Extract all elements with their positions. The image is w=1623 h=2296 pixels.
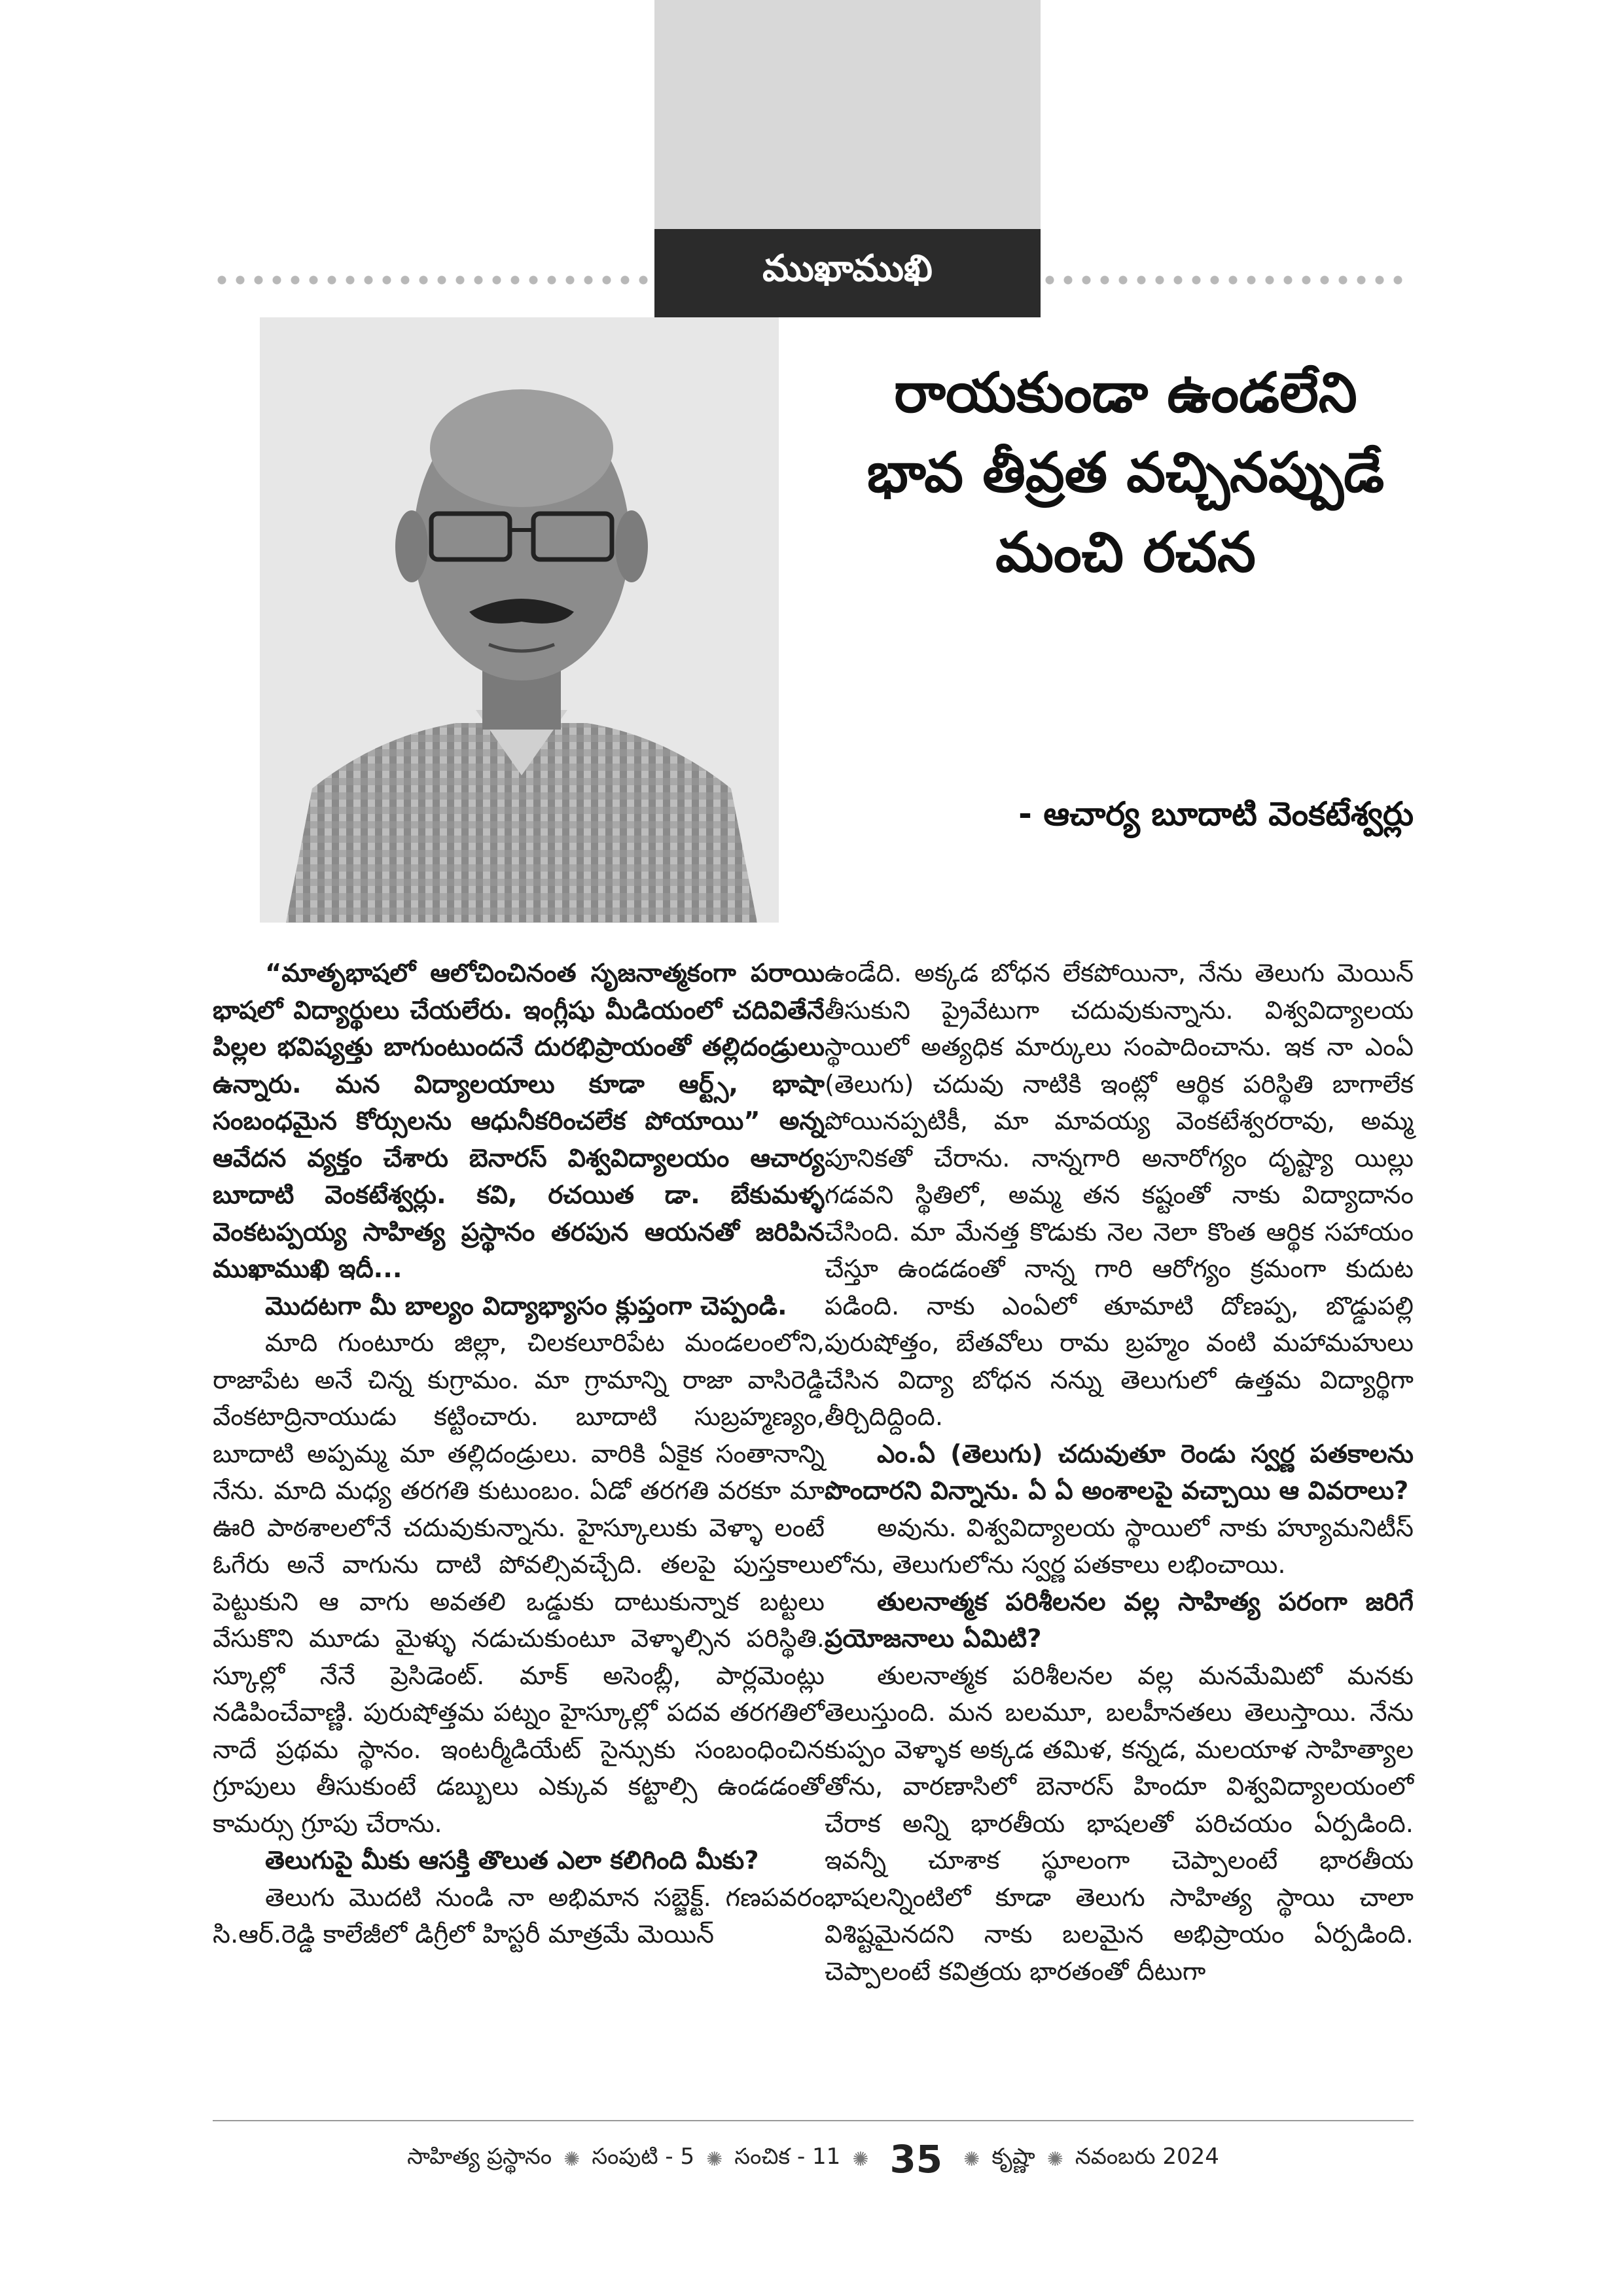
header-grey-tab bbox=[654, 0, 1041, 229]
separator-icon: ✺ bbox=[1046, 2147, 1063, 2171]
title-line-1: రాయకుండా ఉండలేని bbox=[894, 361, 1357, 425]
footer-issue: సంచిక - 11 bbox=[734, 2144, 841, 2170]
separator-icon: ✺ bbox=[563, 2147, 580, 2171]
footer-date: నవంబరు 2024 bbox=[1075, 2144, 1219, 2170]
author-photo bbox=[260, 317, 779, 923]
question-paragraph: మొదటగా మీ బాల్యం విద్యాభ్యాసం క్లుప్తంగా చెప్పండి. bbox=[265, 1291, 787, 1321]
footer-journal: సాహిత్య ప్రస్థానం bbox=[407, 2144, 552, 2170]
answer-paragraph: తెలుగు మొదటి నుండి నా అభిమాన సబ్జెక్ట్. గణపవరం సి.ఆర్.రెడ్డి కాలేజీలో డిగ్రీలో హిస్టరీ మాత్రమే మెయిన్ bbox=[213, 1882, 825, 1949]
intro-paragraph: “మాతృభాషలో ఆలోచించినంత సృజనాత్మకంగా పరాయి భాషలో విద్యార్థులు చేయలేరు. ఇంగ్లీషు మీడియంలో చదివితేనే పిల్లల భవిష్యత్తు బాగుంటుందనే దురభిప్రాయంతో తల్లిదండ్రులు ఉన్నారు. మన విద్యాలయాలు కూడా ఆర్ట్స్, భాషా సంబంధమైన కోర్సులను ఆధునీకరించలేక పోయాయి” అన్న ఆవేదన వ్యక్తం చేశారు బెనారస్ విశ్వవిద్యాలయం ఆచార్య బూదాటి వెంకటేశ్వర్లు. కవి, రచయిత డా. బేకుమళ్ళ వెంకటప్పయ్య సాహిత్య ప్రస్థానం తరపున ఆయనతో జరిపిన ముఖాముఖి ఇదీ... bbox=[213, 959, 825, 1284]
page-footer bbox=[213, 2130, 1414, 2189]
left-column bbox=[213, 955, 825, 1954]
dotted-rule-right bbox=[1041, 274, 1407, 287]
page-number: 35 bbox=[889, 2137, 943, 2181]
question-paragraph: తులనాత్మక పరిశీలనల వల్ల సాహిత్య పరంగా జరిగే ప్రయోజనాలు ఏమిటి? bbox=[825, 1587, 1414, 1653]
section-label: ముఖాముఖి bbox=[654, 229, 1041, 317]
title-line-3: మంచి రచన bbox=[995, 520, 1256, 584]
title-line-2: భావ తీవ్రత వచ్చినప్పుడే bbox=[866, 440, 1385, 504]
dotted-rule-left bbox=[213, 274, 651, 287]
right-column bbox=[825, 955, 1414, 1990]
answer-paragraph: అవును. విశ్వవిద్యాలయ స్థాయిలో నాకు హ్యూమనిటీస్ లోను, తెలుగులోను స్వర్ణ పతకాలు లభించాయి. bbox=[825, 1513, 1414, 1580]
answer-paragraph: ఉండేది. అక్కడ బోధన లేకపోయినా, నేను తెలుగు మెయిన్ తీసుకుని ప్రైవేటుగా చదువుకున్నాను. విశ్వవిద్యాలయ స్థాయిలో అత్యధిక మార్కులు సంపాదించాను. ఇక నా ఎంఏ (తెలుగు) చదువు నాటికి ఇంట్లో ఆర్థిక పరిస్థితి బాగాలేక పోయినప్పటికీ, మా మావయ్య వెంకటేశ్వరరావు, అమ్మ పూనికతో చేరాను. నాన్నగారి అనారోగ్యం దృష్ట్యా యిల్లు గడవని స్థితిలో, అమ్మ తన కష్టంతో నాకు విద్యాదానం చేసింది. మా మేనత్త కొడుకు నెల నెలా కొంత ఆర్థిక సహాయం చేస్తూ ఉండడంతో నాన్న గారి ఆరోగ్యం క్రమంగా కుదుట పడింది. నాకు ఎంఏలో తూమాటి దోణప్ప, బొడ్డుపల్లి పురుషోత్తం, బేతవోలు రామ బ్రహ్మం వంటి మహామహులు చేసిన విద్యా బోధన నన్ను తెలుగులో ఉత్తమ విద్యార్థిగా తీర్చిదిద్దింది. bbox=[825, 959, 1414, 1432]
question-paragraph: ఎం.ఏ (తెలుగు) చదువుతూ రెండు స్వర్ణ పతకాలను పొందారని విన్నాను. ఏ ఏ అంశాలపై వచ్చాయి ఆ వివరాలు? bbox=[825, 1439, 1414, 1506]
separator-icon: ✺ bbox=[963, 2147, 980, 2171]
article-title bbox=[838, 353, 1414, 592]
answer-paragraph: మాది గుంటూరు జిల్లా, చిలకలూరిపేట మండలంలోని, రాజాపేట అనే చిన్న కుగ్రామం. మా గ్రామాన్ని రాజా వాసిరెడ్డి వేంకటాద్రినాయుడు కట్టించారు. బూదాటి సుబ్రహ్మణ్యం, బూదాటి అప్పమ్మ మా తల్లిదండ్రులు. వారికి ఏకైక సంతానాన్ని నేను. మాది మధ్య తరగతి కుటుంబం. ఏడో తరగతి వరకూ మా ఊరి పాఠశాలలోనే చదువుకున్నాను. హైస్కూలుకు వెళ్ళా లంటే ఓగేరు అనే వాగును దాటి పోవల్సివచ్చేది. తలపై పుస్తకాలు పెట్టుకుని ఆ వాగు అవతలి ఒడ్డుకు దాటుకున్నాక బట్టలు వేసుకొని మూడు మైళ్ళు నడుచుకుంటూ వెళ్ళాల్సిన పరిస్థితి. స్కూల్లో నేనే ప్రెసిడెంట్. మాక్ అసెంబ్లీ, పార్లమెంట్లు నడిపించేవాణ్ణి. పురుషోత్తమ పట్నం హైస్కూల్లో పదవ తరగతిలో నాదే ప్రథమ స్థానం. ఇంటర్మీడియేట్ సైన్సుకు సంబంధించిన గ్రూపులు తీసుకుంటే డబ్బులు ఎక్కువ కట్టాల్సి ఉండడంతో కామర్సు గ్రూపు చేరాను. bbox=[213, 1328, 825, 1839]
footer-rule bbox=[213, 2120, 1414, 2121]
answer-paragraph: తులనాత్మక పరిశీలనల వల్ల మనమేమిటో మనకు తెలుస్తుంది. మన బలమూ, బలహీనతలు తెలుస్తాయి. నేను కుప్పం వెళ్ళాక అక్కడ తమిళ, కన్నడ, మలయాళ సాహిత్యాల తోను, వారణాసిలో బెనారస్ హిందూ విశ్వవిద్యాలయంలో చేరాక అన్ని భారతీయ భాషలతో పరిచయం ఏర్పడింది. ఇవన్నీ చూశాక స్థూలంగా చెప్పాలంటే భారతీయ భాషలన్నింటిలో కూడా తెలుగు సాహిత్య స్థాయి చాలా విశిష్టమైనదని నాకు బలమైన అభిప్రాయం ఏర్పడింది. చెప్పాలంటే కవిత్రయ భారతంతో దీటుగా bbox=[825, 1661, 1414, 1987]
separator-icon: ✺ bbox=[706, 2147, 723, 2171]
byline: - ఆచార్య బూదాటి వెంకటేశ్వర్లు bbox=[1018, 795, 1414, 833]
footer-volume: సంపుటి - 5 bbox=[592, 2144, 695, 2170]
separator-icon: ✺ bbox=[852, 2147, 869, 2171]
question-paragraph: తెలుగుపై మీకు ఆసక్తి తొలుత ఎలా కలిగింది మీకు? bbox=[265, 1846, 759, 1875]
footer-month: కృష్ణా bbox=[991, 2144, 1035, 2170]
